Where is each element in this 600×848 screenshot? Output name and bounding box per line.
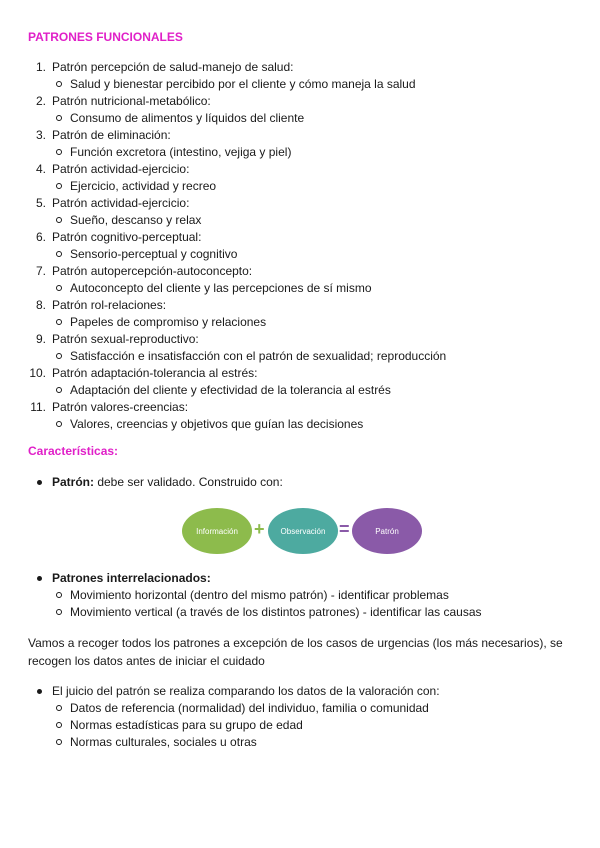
circle-bullet-icon bbox=[56, 285, 62, 291]
circle-bullet-icon bbox=[56, 183, 62, 189]
list-item bbox=[0, 364, 600, 398]
list-item bbox=[0, 92, 600, 126]
sub-item: Adaptación del cliente y efectividad de la tolerancia al estrés bbox=[70, 383, 391, 397]
list-item bbox=[0, 296, 600, 330]
circle-bullet-icon bbox=[56, 609, 62, 615]
pattern-oval: Patrón bbox=[352, 508, 422, 554]
circle-bullet-icon bbox=[56, 421, 62, 427]
list-item bbox=[0, 228, 600, 262]
sub-item: Normas estadísticas para su grupo de edad bbox=[70, 718, 303, 732]
sub-item: Sueño, descanso y relax bbox=[70, 213, 201, 227]
sub-item: Ejercicio, actividad y recreo bbox=[70, 179, 216, 193]
circle-bullet-icon bbox=[56, 81, 62, 87]
bullet-text: debe ser validado. Construido con: bbox=[94, 475, 283, 489]
sub-item: Datos de referencia (normalidad) del individuo, familia o comunidad bbox=[70, 701, 429, 715]
circle-bullet-icon bbox=[56, 592, 62, 598]
item-number: 1. bbox=[35, 60, 46, 74]
item-title: Patrón actividad-ejercicio: bbox=[52, 162, 190, 176]
circle-bullet-icon bbox=[56, 705, 62, 711]
item-number: 6. bbox=[35, 230, 46, 244]
list-item bbox=[0, 330, 600, 364]
body-paragraph: Vamos a recoger todos los patrones a excepción de los casos de urgencias (los más necesarios), se recogen los datos antes de iniciar el cuidado bbox=[28, 636, 563, 668]
sub-item: Autoconcepto del cliente y las percepciones de sí mismo bbox=[70, 281, 372, 295]
sub-item: Satisfacción e insatisfacción con el patrón de sexualidad; reproducción bbox=[70, 349, 446, 363]
item-title: Patrón percepción de salud-manejo de salud: bbox=[52, 60, 294, 74]
item-number: 10. bbox=[29, 366, 46, 380]
bullet-dot-icon bbox=[37, 480, 42, 485]
bullet-dot-icon bbox=[37, 689, 42, 694]
item-title: Patrón de eliminación: bbox=[52, 128, 171, 142]
item-title: Patrón valores-creencias: bbox=[52, 400, 189, 414]
sub-item: Función excretora (intestino, vejiga y piel) bbox=[70, 145, 291, 159]
bullet-bold-label: Patrones interrelacionados: bbox=[52, 571, 211, 585]
item-number: 2. bbox=[35, 94, 46, 108]
list-item bbox=[0, 58, 600, 92]
sub-item: Movimiento horizontal (dentro del mismo patrón) - identificar problemas bbox=[70, 588, 449, 602]
bullet-text: El juicio del patrón se realiza comparando los datos de la valoración con: bbox=[52, 684, 440, 698]
plus-icon: + bbox=[254, 519, 265, 539]
circle-bullet-icon bbox=[56, 217, 62, 223]
item-title: Patrón nutricional-metabólico: bbox=[52, 94, 211, 108]
circle-bullet-icon bbox=[56, 149, 62, 155]
sub-item: Papeles de compromiso y relaciones bbox=[70, 315, 266, 329]
circle-bullet-icon bbox=[56, 251, 62, 257]
list-item bbox=[0, 160, 600, 194]
circle-bullet-icon bbox=[56, 387, 62, 393]
circle-bullet-icon bbox=[56, 353, 62, 359]
item-title: Patrón adaptación-tolerancia al estrés: bbox=[52, 366, 258, 380]
characteristics-heading: Características: bbox=[28, 444, 119, 458]
list-item bbox=[0, 194, 600, 228]
sub-item: Normas culturales, sociales u otras bbox=[70, 735, 257, 749]
item-title: Patrón autopercepción-autoconcepto: bbox=[52, 264, 253, 278]
item-number: 9. bbox=[35, 332, 46, 346]
item-title: Patrón sexual-reproductivo: bbox=[52, 332, 199, 346]
circle-bullet-icon bbox=[56, 722, 62, 728]
item-number: 5. bbox=[35, 196, 46, 210]
bullet-dot-icon bbox=[37, 576, 42, 581]
circle-bullet-icon bbox=[56, 739, 62, 745]
item-title: Patrón rol-relaciones: bbox=[52, 298, 167, 312]
sub-item: Valores, creencias y objetivos que guían las decisiones bbox=[70, 417, 363, 431]
pattern-diagram bbox=[182, 508, 422, 554]
item-number: 8. bbox=[35, 298, 46, 312]
item-title: Patrón actividad-ejercicio: bbox=[52, 196, 190, 210]
sub-item: Sensorio-perceptual y cognitivo bbox=[70, 247, 237, 261]
sub-item: Movimiento vertical (a través de los distintos patrones) - identificar las causas bbox=[70, 605, 482, 619]
page-title: PATRONES FUNCIONALES bbox=[28, 30, 183, 44]
item-number: 7. bbox=[35, 264, 46, 278]
item-number: 11. bbox=[30, 400, 46, 414]
item-title: Patrón cognitivo-perceptual: bbox=[52, 230, 202, 244]
patterns-list bbox=[0, 58, 600, 432]
sub-item: Salud y bienestar percibido por el cliente y cómo maneja la salud bbox=[70, 77, 416, 91]
circle-bullet-icon bbox=[56, 319, 62, 325]
list-item bbox=[0, 126, 600, 160]
sub-item: Consumo de alimentos y líquidos del cliente bbox=[70, 111, 304, 125]
circle-bullet-icon bbox=[56, 115, 62, 121]
equals-icon: = bbox=[339, 519, 350, 539]
item-number: 3. bbox=[35, 128, 46, 142]
bullet-bold-label: Patrón: bbox=[52, 475, 94, 489]
information-oval: Información bbox=[182, 508, 252, 554]
list-item bbox=[0, 262, 600, 296]
list-item bbox=[0, 398, 600, 432]
item-number: 4. bbox=[35, 162, 46, 176]
observation-oval: Observación bbox=[268, 508, 338, 554]
